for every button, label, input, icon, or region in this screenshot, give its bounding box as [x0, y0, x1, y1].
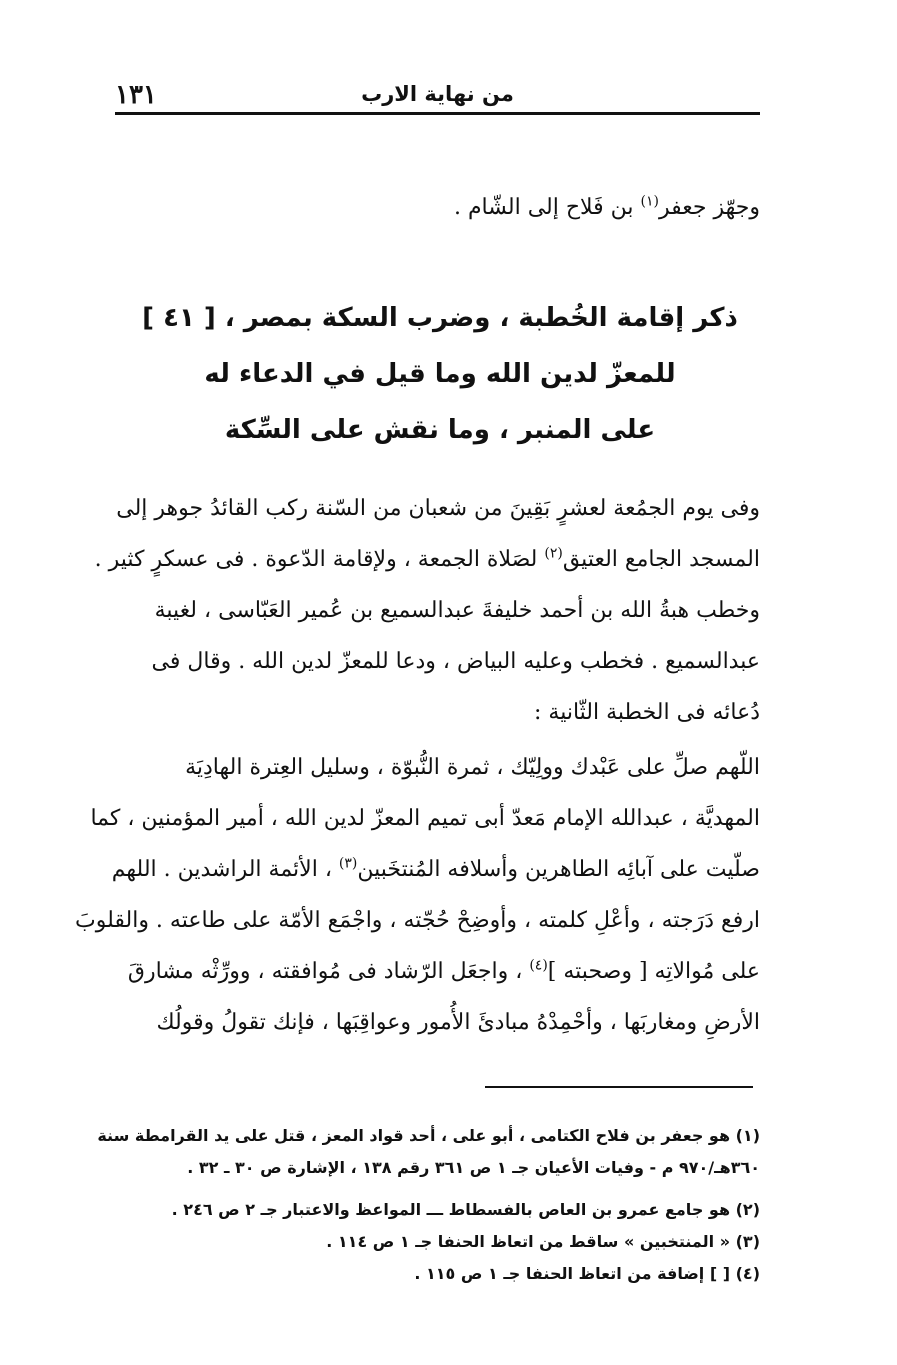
- paragraph-1-line-3: وخطب هبةُ الله بن أحمد خليفةَ عبدالسميع بن عُمير العَبّاسى ، لغيبة: [154, 598, 760, 623]
- paragraph-1: [94, 483, 760, 738]
- paragraph-2-line-1: اللّهم صلِّ على عَبْدك وولِيّك ، ثمرة النُّبوّة ، وسليل العِترة الهادِيَة: [185, 755, 760, 780]
- footnote-ref-4: (٤): [529, 957, 548, 974]
- page-header: [115, 72, 760, 115]
- footnote-3: (٣) « المنتخبين » ساقط من اتعاظ الحنفا جـ ١ ص ١١٤ .: [326, 1232, 760, 1251]
- footnote-ref-1: (١): [640, 193, 660, 210]
- footnote-divider: [485, 1086, 753, 1088]
- paragraph-1-line-2-after: لصَلاة الجمعة ، ولإقامة الدّعوة . فى عسكرٍ كثير .: [94, 547, 545, 572]
- footnote-2: (٢) هو جامع عمرو بن العاص بالفسطاط ـــ المواعظ والاعتبار جـ ٢ ص ٢٤٦ .: [171, 1200, 760, 1219]
- opening-text-after: بن فَلاح إلى الشّام .: [453, 195, 641, 220]
- running-title: من نهاية الارب: [361, 82, 514, 106]
- footnote-1-line-1: (١) هو جعفر بن فلاح الكتامى ، أبو على ، أحد قواد المعز ، قتل على يد القرامطة سنة: [97, 1126, 760, 1145]
- opening-line: [140, 186, 760, 230]
- paragraph-2-line-5-after: ، واجعَل الرّشاد فى مُوافقته ، وورِّثْه مشارقَ: [127, 959, 530, 984]
- footnote-4: (٤) [ ] إضافة من اتعاظ الحنفا جـ ١ ص ١١٥ .: [414, 1264, 760, 1283]
- paragraph-2-line-5: [127, 946, 760, 997]
- paragraph-1-line-1: وفى يوم الجمُعة لعشرٍ بَقِينَ من شعبان من السّنة ركب القائدُ جوهر إلى: [116, 496, 760, 521]
- footnote-1-line-2: ٣٦٠هـ/٩٧٠ م - وفيات الأعيان جـ ١ ص ٣٦١ رقم ١٣٨ ، الإشارة ص ٣٠ ـ ٣٢ .: [187, 1158, 760, 1177]
- paragraph-1-line-5: دُعائه فى الخطبة الثّانية :: [534, 700, 760, 725]
- paragraph-2-line-3-before: صلّيت على آبائِه الطاهرين وأسلافه المُنتخَبين: [357, 857, 760, 882]
- section-heading-line-3: على المنبر ، وما نقش على السِّكة: [224, 415, 656, 445]
- opening-text-before: وجهّز جعفر: [659, 195, 760, 220]
- paragraph-2-line-3: [111, 844, 760, 895]
- paragraph-1-line-2-before: المسجد الجامع العتيق: [562, 547, 760, 572]
- paragraph-2: [75, 742, 760, 1048]
- paragraph-2-line-3-after: ، الأئمة الراشدين . اللهم: [111, 857, 339, 882]
- paragraph-2-line-6: الأرضِ ومغاربَها ، وأحْمِدْهُ مبادئَ الأُمور وعواقِبَها ، فإنك تقولُ وقولُك: [156, 1010, 760, 1035]
- paragraph-2-line-4: ارفع دَرَجته ، وأعْلِ كلمته ، وأوضِحْ حُجّته ، واجْمَع الأمّة على طاعته . والقلوبَ: [75, 908, 760, 933]
- paragraph-1-line-4: عبدالسميع . فخطب وعليه البياض ، ودعا للمعزّ لدين الله . وقال فى: [151, 649, 760, 674]
- paragraph-1-line-2: [94, 534, 760, 585]
- paragraph-2-line-2: المهديَّة ، عبدالله الإمام مَعدّ أبى تميم المعزّ لدين الله ، أمير المؤمنين ، كما: [90, 806, 760, 831]
- paragraph-2-line-5-before: على مُوالاتِه [ وصحبته ]: [547, 959, 760, 984]
- footnote-ref-2: (٢): [544, 545, 563, 562]
- section-heading-line-2: للمعزّ لدين الله وما قيل في الدعاء له: [204, 359, 676, 389]
- section-heading: [130, 290, 750, 458]
- footnotes: [97, 1120, 760, 1290]
- page-number: ١٣١: [115, 80, 157, 110]
- section-heading-line-1: ذكر إقامة الخُطبة ، وضرب السكة بمصر ، [ ٤١ ]: [142, 303, 738, 333]
- footnote-ref-3: (٣): [338, 855, 358, 872]
